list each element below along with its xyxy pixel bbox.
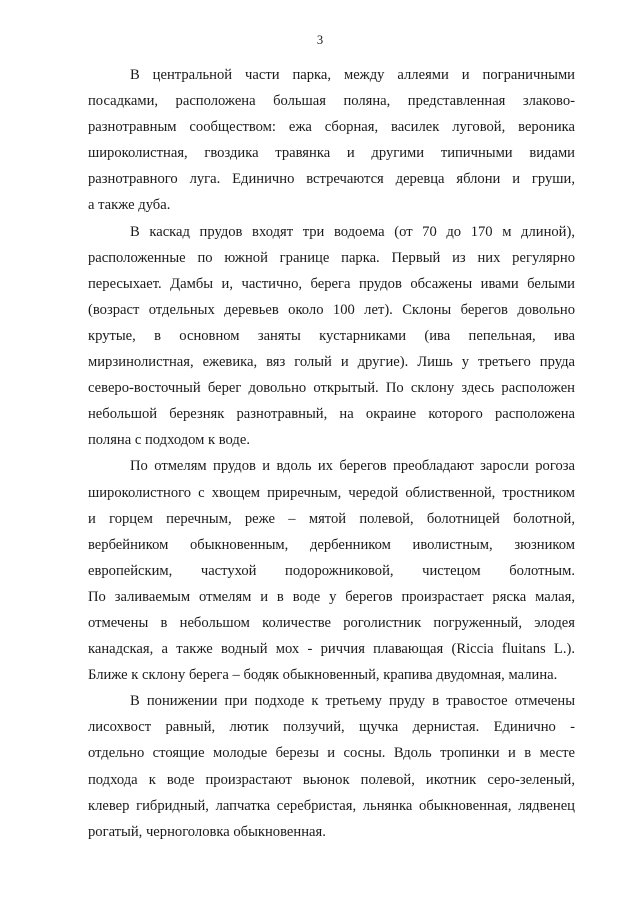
text-line: лисохвост равный, лютик ползучий, щучка дернистая. Единично - <box>88 719 575 736</box>
text-line: канадская, а также водный мох - риччия плавающая (Riccia fluitans L.). <box>88 641 575 658</box>
text-line: широколистного с хвощем приречным, чередой облиственной, тростником <box>88 484 575 501</box>
paragraph-3 <box>88 453 575 688</box>
text-line: разнотравным сообществом: ежа сборная, василек луговой, вероника <box>88 119 575 136</box>
text-line: (возраст отдельных деревьев около 100 лет). Склоны берегов довольно <box>88 301 575 318</box>
text-line: В каскад прудов входят три водоема (от 70 до 170 м длиной), <box>130 223 575 240</box>
text-line: В центральной части парка, между аллеями и пограничными <box>130 67 575 83</box>
text-line: пересыхает. Дамбы и, частично, берега прудов обсажены ивами белыми <box>88 275 575 292</box>
paragraph-2 <box>88 219 575 454</box>
text-line: В понижении при подходе к третьему пруду в травостое отмечены <box>130 693 575 710</box>
text-line: крутые, в основном заняты кустарниками (ива пепельная, ива <box>88 327 575 344</box>
text-line: и горцем перечным, реже – мятой полевой, болотницей болотной, <box>88 510 575 527</box>
document-body <box>88 62 575 845</box>
text-line: Ближе к склону берега – бодяк обыкновенный, крапива двудомная, малина. <box>88 667 558 684</box>
text-line: клевер гибридный, лапчатка серебристая, льнянка обыкновенная, лядвенец <box>88 797 575 814</box>
text-line: посадками, расположена большая поляна, представленная злаково- <box>88 93 575 110</box>
text-line: северо-восточный берег довольно открытый. По склону здесь расположен <box>88 380 575 397</box>
text-line: вербейником обыкновенным, дербенником иволистным, зюзником <box>88 536 575 553</box>
text-line: разнотравного луга. Единично встречаются деревца яблони и груши, <box>88 171 575 188</box>
text-line: рогатый, черноголовка обыкновенная. <box>88 823 326 840</box>
text-line: широколистная, гвоздика травянка и другими типичными видами <box>88 145 575 162</box>
text-line: поляна с подходом к воде. <box>88 432 250 449</box>
paragraph-4 <box>88 688 575 845</box>
text-line: а также дуба. <box>88 197 171 214</box>
page-number: 3 <box>316 33 324 47</box>
text-line: небольшой березняк разнотравный, на окраине которого расположена <box>88 406 575 423</box>
text-line: По заливаемым отмелям и в воде у берегов произрастает ряска малая, <box>88 588 575 605</box>
text-line: подхода к воде произрастают вьюнок полевой, икотник серо-зеленый, <box>88 771 575 788</box>
text-line: отмечены в небольшом количестве роголистник погруженный, элодея <box>88 614 575 631</box>
paragraph-1 <box>88 62 575 219</box>
text-line: европейским, частухой подорожниковой, чистецом болотным. <box>88 562 575 579</box>
text-line: мирзинолистная, ежевика, вяз голый и другие). Лишь у третьего пруда <box>88 354 575 371</box>
text-line: расположенные по южной границе парка. Первый из них регулярно <box>88 249 575 266</box>
text-line: отдельно стоящие молодые березы и сосны. Вдоль тропинки и в месте <box>88 745 575 762</box>
text-line: По отмелям прудов и вдоль их берегов преобладают заросли рогоза <box>130 458 575 475</box>
